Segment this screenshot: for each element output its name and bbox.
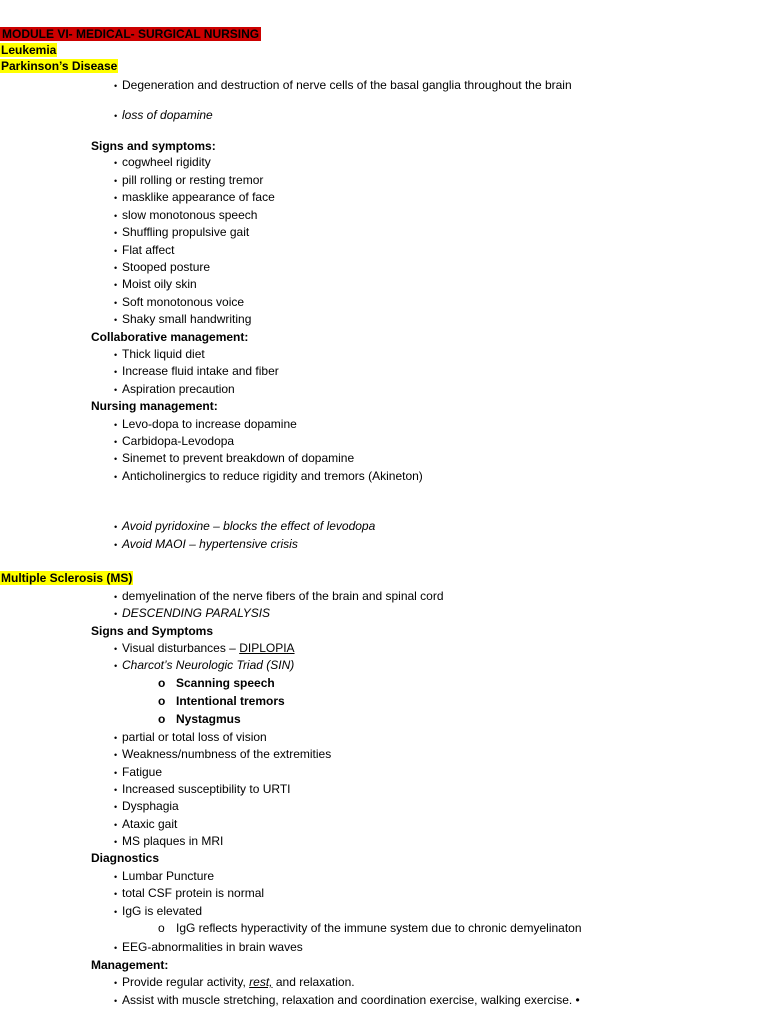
list-item: • MS plaques in MRI [114,834,224,848]
section-heading: Management: [91,958,169,972]
list-item: • Fatigue [114,765,163,779]
list-item: • Increased susceptibility to URTI [114,782,291,796]
list-item: • Assist with muscle stretching, relaxation and coordination exercise, walking exercise. • [114,993,580,1007]
list-item: • EEG-abnormalities in brain waves [114,940,303,954]
section-heading: Signs and symptoms: [91,139,216,153]
list-item: • cogwheel rigidity [114,155,211,169]
topic-parkinsons: Parkinson’s Disease [1,59,118,73]
list-item: • Avoid MAOI – hypertensive crisis [114,537,298,551]
section-heading: Signs and Symptoms [91,624,214,638]
list-item: • Carbidopa-Levodopa [114,434,235,448]
list-item: • partial or total loss of vision [114,730,267,744]
list-item: • Aspiration precaution [114,382,235,396]
section-heading: Nursing management: [91,399,218,413]
list-item: • Moist oily skin [114,277,197,291]
list-item: • DESCENDING PARALYSIS [114,606,271,620]
list-item: • Dysphagia [114,799,179,813]
list-item: • Increase fluid intake and fiber [114,364,279,378]
list-item: • Levo-dopa to increase dopamine [114,417,297,431]
list-item: • slow monotonous speech [114,208,258,222]
list-item: • pill rolling or resting tremor [114,173,264,187]
list-item: • Charcot’s Neurologic Triad (SIN) [114,658,295,672]
list-item: • masklike appearance of face [114,190,275,204]
list-item: • Weakness/numbness of the extremities [114,747,332,761]
list-item: • total CSF protein is normal [114,886,265,900]
section-heading: Diagnostics [91,851,160,865]
list-item: • Soft monotonous voice [114,295,245,309]
sub-list-item: o IgG reflects hyperactivity of the immune system due to chronic demyelinaton [158,921,582,935]
topic-leukemia: Leukemia [1,43,57,57]
list-item: • Provide regular activity, rest, and relaxation. [114,975,355,989]
list-item: • Avoid pyridoxine – blocks the effect of levodopa [114,519,376,533]
list-item: • Shaky small handwriting [114,312,252,326]
list-item: • Sinemet to prevent breakdown of dopamine [114,451,355,465]
sub-list-item: o Scanning speech [158,676,275,690]
list-item: • Shuffling propulsive gait [114,225,250,239]
list-item: • Anticholinergics to reduce rigidity and tremors (Akineton) [114,469,423,483]
list-item: • Ataxic gait [114,817,178,831]
sub-list-item: o Nystagmus [158,712,241,726]
topic-ms: Multiple Sclerosis (MS) [1,571,133,585]
list-item: • Degeneration and destruction of nerve cells of the basal ganglia throughout the brain [114,78,572,92]
list-item: • loss of dopamine [114,108,213,122]
list-item: • demyelination of the nerve fibers of the brain and spinal cord [114,589,444,603]
sub-list-item: o Intentional tremors [158,694,285,708]
list-item: • Flat affect [114,243,175,257]
module-title: MODULE VI- MEDICAL- SURGICAL NURSING [2,27,260,41]
list-item: • Lumbar Puncture [114,869,215,883]
section-heading: Collaborative management: [91,330,249,344]
list-item: • Stooped posture [114,260,211,274]
list-item: • Thick liquid diet [114,347,205,361]
list-item: • Visual disturbances – DIPLOPIA [114,641,295,655]
list-item: • IgG is elevated [114,904,203,918]
